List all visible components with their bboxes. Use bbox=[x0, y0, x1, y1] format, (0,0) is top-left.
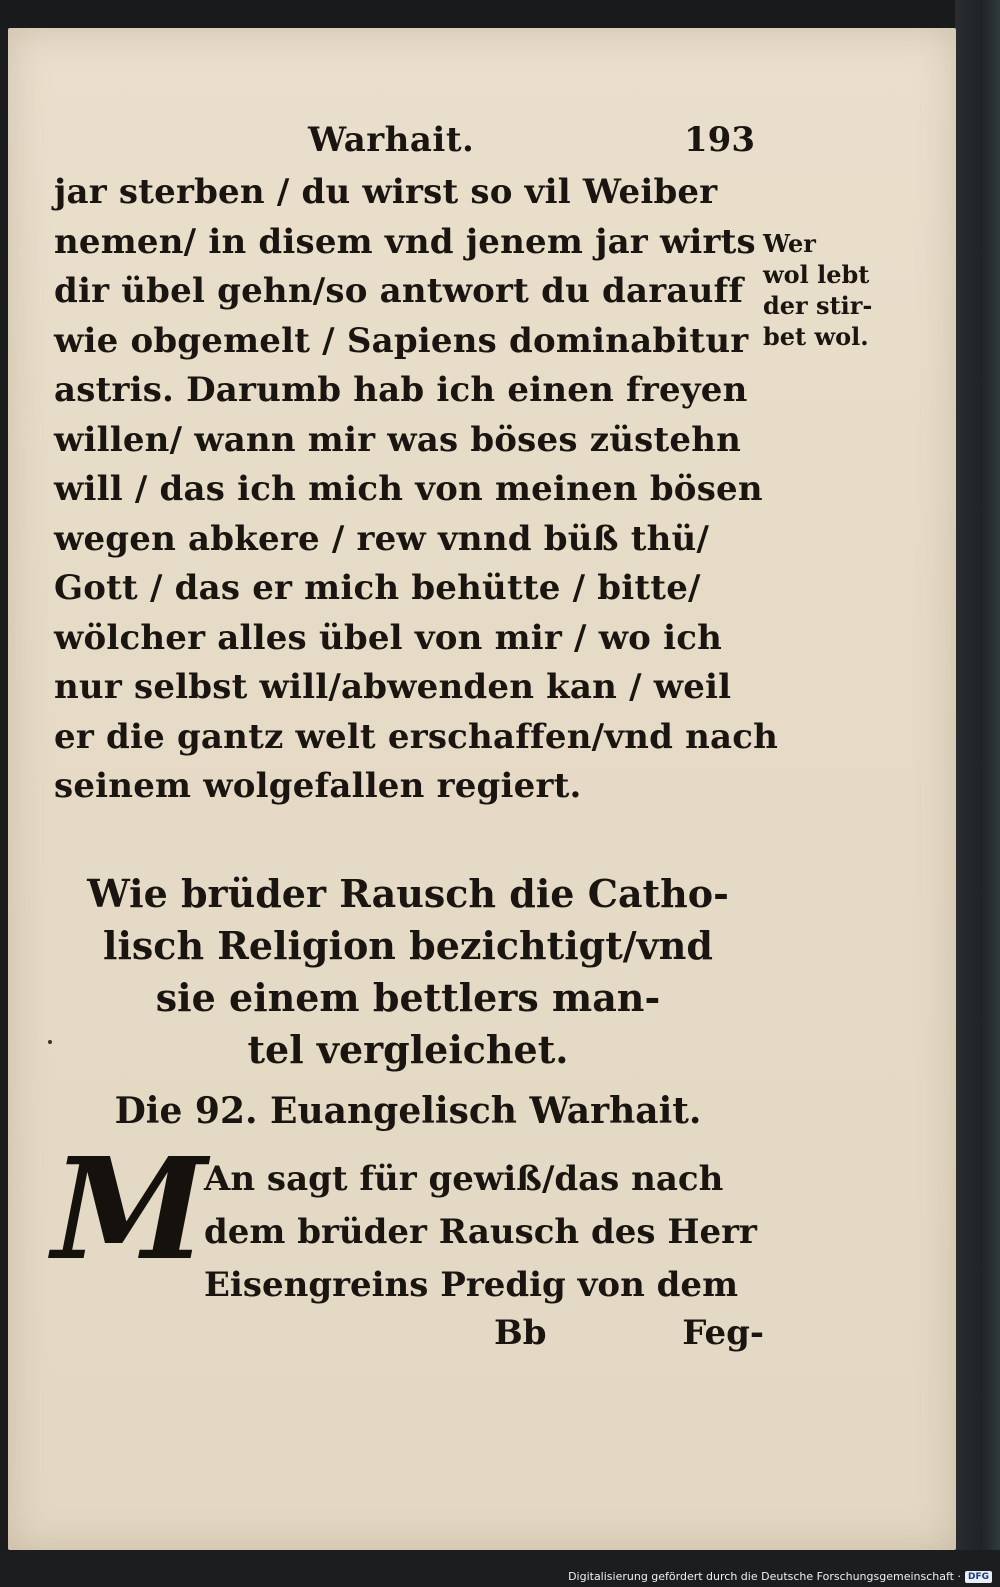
margin-note-line: der stir- bbox=[763, 291, 873, 320]
page-footer-marks bbox=[494, 1308, 764, 1358]
margin-note-line: Wer bbox=[763, 229, 816, 258]
body-line: er die gantz welt erschaffen/vnd nach bbox=[54, 716, 779, 757]
paragraph-line: Eisengreins Predig von dem bbox=[204, 1265, 739, 1305]
paragraph-line: dem brüder Rausch des Herr bbox=[204, 1212, 757, 1252]
scanner-background-top bbox=[0, 0, 1000, 30]
heading-line: sie einem bettlers man- bbox=[155, 975, 661, 1020]
body-line: Gott / das er mich behütte / bitte/ bbox=[54, 568, 701, 608]
running-head: Warhait. bbox=[308, 120, 475, 160]
margin-note bbox=[763, 228, 893, 352]
body-line: nur selbst will/abwenden kan / weil bbox=[54, 667, 732, 707]
ink-speck bbox=[48, 1040, 52, 1044]
body-line: will / das ich mich von meinen bösen bbox=[54, 469, 763, 509]
page-number: 193 bbox=[684, 120, 755, 160]
body-text bbox=[54, 168, 779, 812]
heading-line: Wie brüder Rausch die Catho- bbox=[87, 871, 729, 916]
credit-text: Digitalisierung gefördert durch die Deutsche Forschungsgemeinschaft · bbox=[568, 1570, 961, 1583]
body-line: wegen abkere / rew vnnd büß thü/ bbox=[54, 518, 710, 559]
body-line: willen/ wann mir was böses züstehn bbox=[54, 419, 742, 460]
section-subheading: Die 92. Euangelisch Warhait. bbox=[114, 1090, 702, 1132]
paragraph bbox=[204, 1153, 764, 1312]
body-line: seinem wolgefallen regiert. bbox=[54, 766, 582, 806]
signature-mark: Bb bbox=[494, 1313, 547, 1353]
catchword: Feg- bbox=[682, 1313, 764, 1353]
body-line: dir übel gehn/so antwort du darauff bbox=[54, 271, 744, 311]
body-line: jar sterben / du wirst so vil Weiber bbox=[54, 172, 718, 212]
heading-line: lisch Religion bezichtigt/vnd bbox=[103, 923, 713, 968]
decorated-initial: M bbox=[52, 1128, 207, 1292]
scanner-background-right bbox=[955, 0, 1000, 1587]
margin-note-line: bet wol. bbox=[763, 322, 869, 351]
dfg-logo: DFG bbox=[965, 1571, 992, 1583]
book-page bbox=[8, 28, 956, 1550]
chapter-heading bbox=[48, 868, 768, 1076]
scanner-background-bottom bbox=[0, 1550, 1000, 1587]
body-line: wie obgemelt / Sapiens dominabitur bbox=[54, 320, 749, 361]
heading-line: tel vergleichet. bbox=[247, 1027, 569, 1072]
body-line: wölcher alles übel von mir / wo ich bbox=[54, 617, 723, 658]
digitization-credit bbox=[568, 1570, 992, 1583]
paragraph-line: An sagt für gewiß/das nach bbox=[204, 1159, 724, 1199]
margin-note-line: wol lebt bbox=[763, 260, 870, 289]
body-line: astris. Darumb hab ich einen freyen bbox=[54, 370, 748, 410]
body-line: nemen/ in disem vnd jenem jar wirts bbox=[54, 221, 756, 262]
